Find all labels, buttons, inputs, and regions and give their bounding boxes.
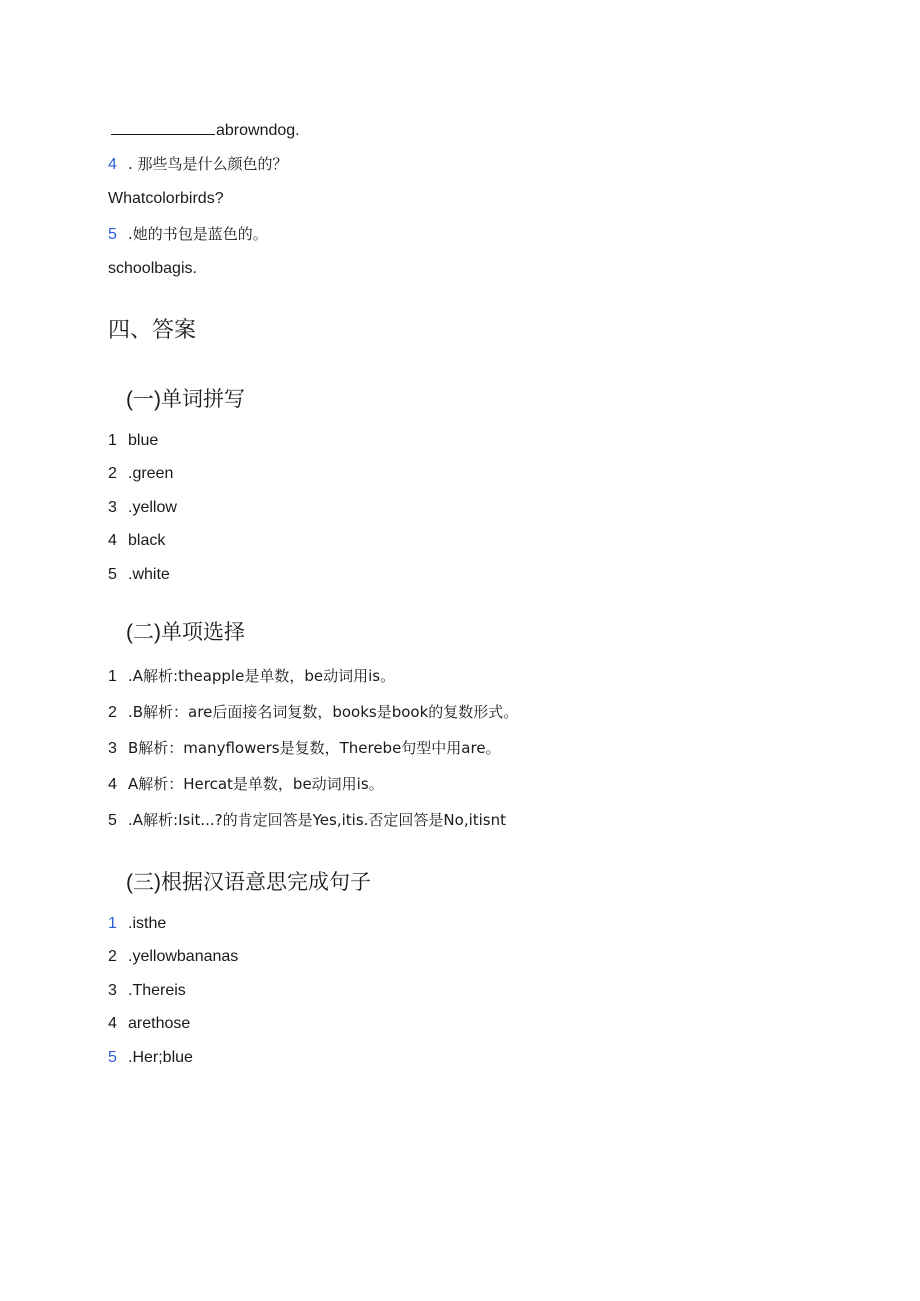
list-item <box>108 431 158 451</box>
list-item <box>108 666 395 687</box>
item-text: .B解析：are后面接名词复数，books是book的复数形式。 <box>128 703 519 721</box>
list-item <box>108 498 177 518</box>
item-text: .yellowbananas <box>128 948 239 965</box>
question-4-english: Whatcolorbirds? <box>108 190 224 207</box>
list-item <box>108 702 518 723</box>
item-number: 2 <box>108 465 117 482</box>
list-item <box>108 531 165 551</box>
list-item <box>108 1014 190 1034</box>
item-text: .Thereis <box>128 982 186 999</box>
item-number: 1 <box>108 432 117 449</box>
item-text: .Her;blue <box>128 1049 193 1066</box>
fill-in-text: abrowndog. <box>216 122 300 139</box>
item-number: 5 <box>108 566 117 583</box>
list-item <box>108 981 186 1001</box>
item-text: .A解析:theapple是单数，be动词用is。 <box>128 667 396 685</box>
item-number: 3 <box>108 499 117 516</box>
item-text: A解析：Hercat是单数，be动词用is。 <box>128 775 384 793</box>
list-item <box>108 810 506 831</box>
list-item <box>108 1048 193 1068</box>
item-text: black <box>128 532 166 549</box>
section-2-title: (二)单项选择 <box>126 621 245 644</box>
list-item <box>108 464 173 484</box>
list-item <box>108 947 238 967</box>
item-number: 1 <box>108 915 117 932</box>
question-5 <box>108 224 268 245</box>
question-5-english: schoolbagis. <box>108 260 197 277</box>
item-number: 5 <box>108 812 117 829</box>
question-number: 5 <box>108 226 117 243</box>
item-number: 4 <box>108 532 117 549</box>
list-item <box>108 774 384 795</box>
item-number: 5 <box>108 1049 117 1066</box>
item-number: 2 <box>108 948 117 965</box>
item-number: 4 <box>108 776 117 793</box>
section-3-title: (三)根据汉语意思完成句子 <box>126 871 371 894</box>
question-number: 4 <box>108 156 117 173</box>
item-number: 3 <box>108 740 117 757</box>
list-item <box>108 565 170 585</box>
fill-in-line <box>108 120 300 141</box>
item-text: .white <box>128 566 170 583</box>
item-text: blue <box>128 432 159 449</box>
answers-heading: 四、答案 <box>108 317 197 342</box>
section-1-title: (一)单词拼写 <box>126 388 245 411</box>
item-number: 1 <box>108 668 117 685</box>
list-item <box>108 914 166 934</box>
item-number: 3 <box>108 982 117 999</box>
item-text: B解析：manyflowers是复数，Therebe句型中用are。 <box>128 739 501 757</box>
item-text: .yellow <box>128 499 177 516</box>
item-number: 2 <box>108 704 117 721</box>
item-text: .A解析:Isit...?的肯定回答是Yes,itis.否定回答是No,itisnt <box>128 811 507 829</box>
item-text: .isthe <box>128 915 167 932</box>
list-item <box>108 738 501 759</box>
question-4 <box>108 154 288 175</box>
item-text: .green <box>128 465 174 482</box>
question-text: .她的书包是蓝色的。 <box>128 225 268 243</box>
question-text: . 那些鸟是什么颜色的？ <box>128 155 288 173</box>
item-number: 4 <box>108 1015 117 1032</box>
item-text: arethose <box>128 1015 191 1032</box>
answer-blank <box>111 120 215 135</box>
